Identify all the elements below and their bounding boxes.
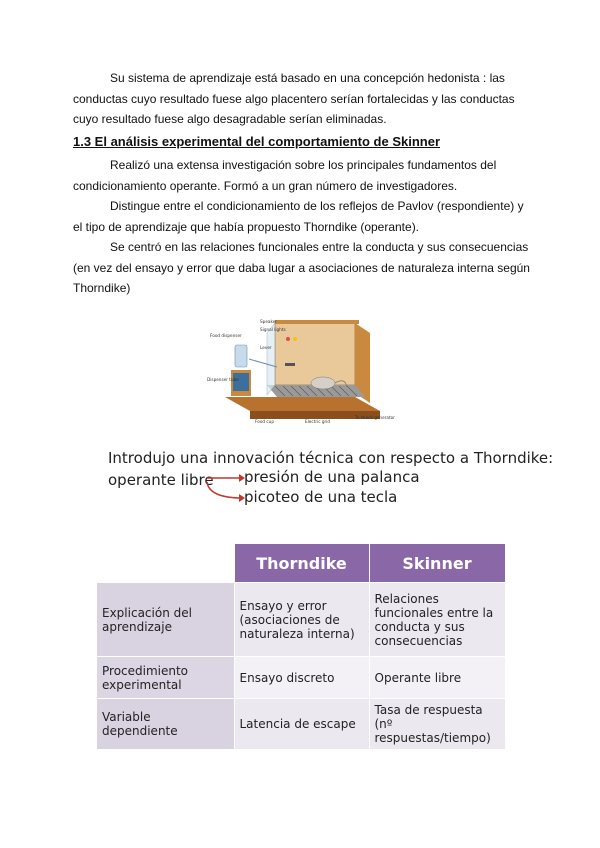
paragraph-distinguishes-text: Distingue entre el condicionamiento de los reflejos de Pavlov (respondiente) y el tipo de aprendizaje que había propuesto Thorndike (operante). — [73, 199, 524, 234]
table-row — [97, 657, 506, 699]
paragraph-hedonist-text: Su sistema de aprendizaje está basado en una concepción hedonista : las conductas cuyo resultado fuese algo placentero serían fortalecidas y las conductas cuyo resultado fuese algo desagradable serían eliminadas. — [73, 71, 515, 126]
option-key-peck: picoteo de una tecla — [244, 488, 398, 506]
paragraph-distinguishes — [73, 196, 533, 237]
option-lever-press: presión de una palanca — [244, 468, 420, 486]
skinner-box-illustration — [205, 315, 395, 425]
label-speaker: Speaker — [260, 319, 278, 324]
label-electric-grid: Electric grid — [305, 419, 331, 424]
table-header-thorndike: Thorndike — [234, 544, 369, 583]
table-header-row — [97, 544, 506, 583]
operante-libre-label: operante libre — [108, 471, 214, 489]
paragraph-investigation — [73, 155, 533, 196]
paragraph-functional-relations-text: Se centró en las relaciones funcionales entre la conducta y sus consecuencias (en vez del ensayo y error que daba lugar a asociaciones de naturaleza interna según Thorndike) — [73, 240, 530, 295]
table-header-empty — [97, 544, 235, 583]
table-row — [97, 699, 506, 750]
row-label-procedimiento: Procedimiento experimental — [97, 657, 235, 699]
paragraph-hedonist — [73, 68, 533, 130]
paragraph-investigation-text: Realizó una extensa investigación sobre los principales fundamentos del condicionamiento operante. Formó a un gran número de investigadores. — [73, 158, 497, 193]
table-row — [97, 583, 506, 657]
label-food-dispenser: Food dispenser — [210, 333, 242, 338]
label-signal-lights: Signal lights — [260, 327, 286, 332]
paragraph-functional-relations — [73, 237, 533, 299]
label-food-cup: Food cup — [255, 419, 274, 424]
comparison-table — [96, 543, 506, 750]
arrow-to-key — [207, 482, 239, 498]
section-heading: 1.3 El análisis experimental del comportamiento de Skinner — [73, 134, 441, 149]
row-label-variable: Variable dependiente — [97, 699, 235, 750]
red-arrows — [205, 474, 245, 514]
label-shock-generator: To shock generator — [355, 415, 395, 420]
table-header-skinner: Skinner — [369, 544, 505, 583]
cell-skinner-explicacion: Relaciones funcionales entre la conducta y sus consecuencias — [369, 583, 505, 657]
cell-skinner-variable: Tasa de respuesta (nº respuestas/tiempo) — [369, 699, 505, 750]
innovation-line: Introdujo una innovación técnica con respecto a Thorndike: — [108, 449, 554, 467]
cell-thorndike-variable: Latencia de escape — [234, 699, 369, 750]
label-lever: Lever — [260, 345, 272, 350]
label-dispenser-tube: Dispenser tube — [207, 377, 239, 382]
cell-thorndike-explicacion: Ensayo y error (asociaciones de naturaleza interna) — [234, 583, 369, 657]
row-label-explicacion: Explicación del aprendizaje — [97, 583, 235, 657]
cell-skinner-procedimiento: Operante libre — [369, 657, 505, 699]
cell-thorndike-procedimiento: Ensayo discreto — [234, 657, 369, 699]
